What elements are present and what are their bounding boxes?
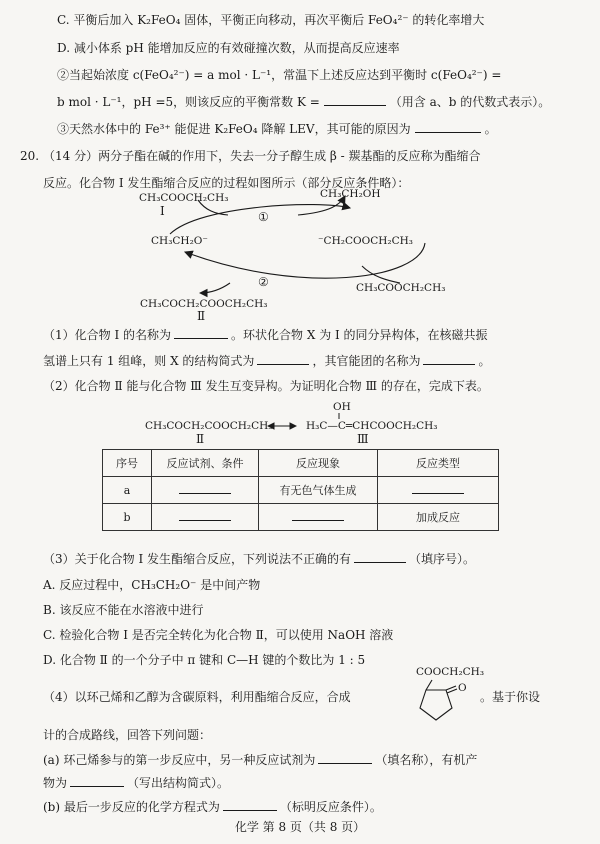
answer-blank	[70, 775, 124, 787]
subquestion-4-line-b: 计的合成路线，回答下列问题：	[43, 728, 212, 742]
question-number: 20.	[20, 149, 40, 163]
text-fragment: （3）关于化合物 Ⅰ 发生酯缩合反应，下列说法不正确的有	[43, 552, 352, 566]
text-fragment: （填序号）。	[409, 552, 476, 566]
subquestion-4a-line-b	[43, 775, 229, 791]
step-1-label: ①	[258, 210, 269, 224]
subquestion-4a-line	[43, 752, 477, 768]
ethoxide-formula: CH₃CH₂O⁻	[151, 235, 208, 247]
enolate-formula: ⁻CH₂COOCH₂CH₃	[318, 235, 413, 247]
compound-i-label: Ⅰ	[160, 204, 165, 218]
page-footer: 化学 第 8 页（共 8 页）	[234, 820, 366, 834]
subquestion-2-text: （2）化合物 Ⅱ 能与化合物 Ⅲ 发生互变异构。为证明化合物 Ⅲ 的存在，完成下表。	[43, 379, 489, 393]
text-fragment: b mol · L⁻¹，pH =5，则该反应的平衡常数 K =	[57, 95, 320, 109]
subquestion-2-line: ②当起始浓度 c(FeO₄²⁻) = a mol · L⁻¹，常温下上述反应达到平衡时 c(FeO₄²⁻) =	[57, 68, 502, 82]
tautomer-label-ii: Ⅱ	[196, 432, 205, 446]
option-d: D. 化合物 Ⅱ 的一个分子中 π 键和 C—H 键的个数比为 1 : 5	[43, 653, 366, 667]
text-fragment: (a) 环己烯参与的第一步反应中，另一种反应试剂为	[43, 753, 316, 767]
table-header-cell: 反应试剂、条件	[152, 450, 259, 477]
text-fragment: ③天然水体中的 Fe³⁺ 能促进 K₂FeO₄ 降解 LEV，其可能的原因为	[57, 122, 411, 136]
subquestion-4-line-end: 。基于你设	[480, 690, 541, 704]
text-fragment: （用含 a、b 的代数式表示）。	[389, 95, 551, 109]
table-cell: a	[103, 477, 152, 504]
option-d-line: D. 减小体系 pH 能增加反应的有效碰撞次数，从而提高反应速率	[57, 41, 400, 55]
text-fragment: ，其官能团的名称为	[312, 354, 421, 368]
text-fragment: （标明反应条件）。	[279, 800, 382, 814]
compound-iii-structure: H₃C—C═CHCOOCH₂CH₃	[306, 420, 438, 432]
compound-ii-structure: CH₃COCH₂COOCH₂CH₃	[145, 420, 273, 432]
question-20-text: （14 分）两分子酯在碱的作用下，失去一分子醇生成 β - 羰基酯的反应称为酯缩合	[43, 149, 481, 163]
text-fragment: 。	[484, 122, 497, 136]
compound-ii-formula: CH₃COCH₂COOCH₂CH₃	[140, 298, 268, 310]
text-fragment: 。	[478, 354, 491, 368]
compound-i-formula-2: CH₃COOCH₂CH₃	[356, 282, 446, 294]
option-c-line: C. 平衡后加入 K₂FeO₄ 固体，平衡正向移动，再次平衡后 FeO₄²⁻ 的转化率增大	[57, 13, 485, 27]
subquestion-4b-line	[43, 799, 382, 815]
text-fragment: 物为	[43, 776, 68, 790]
answer-blank	[318, 752, 372, 764]
question-20-text-b: 反应。化合物 Ⅰ 发生酯缩合反应的过程如图所示（部分反应条件略）：	[43, 176, 410, 190]
table-header-cell: 反应类型	[378, 450, 499, 477]
table-cell: 有无色气体生成	[259, 477, 378, 504]
text-fragment: (b) 最后一步反应的化学方程式为	[43, 800, 220, 814]
compound-i-formula: CH₃COOCH₂CH₃	[139, 192, 229, 204]
table-cell: b	[103, 504, 152, 531]
compound-ii-label: Ⅱ	[197, 309, 206, 323]
answer-blank	[223, 799, 277, 811]
text-fragment: 氢谱上只有 1 组峰，则 X 的结构简式为	[43, 354, 255, 368]
step-2-label: ②	[258, 275, 269, 289]
table-header-cell: 序号	[103, 450, 152, 477]
ketone-oxygen: O	[458, 682, 467, 694]
table-header-cell: 反应现象	[259, 450, 378, 477]
ethanol-formula: CH₃CH₂OH	[320, 188, 381, 200]
option-b: B. 该反应不能在水溶液中进行	[43, 603, 204, 617]
ester-substituent: COOCH₂CH₃	[416, 666, 485, 678]
text-fragment: （填名称），有机产	[375, 753, 478, 767]
text-fragment: （1）化合物 Ⅰ 的名称为	[43, 328, 172, 342]
text-fragment: （写出结构简式）。	[127, 776, 230, 790]
option-a: A. 反应过程中，CH₃CH₂O⁻ 是中间产物	[43, 578, 261, 592]
tautomer-label-iii: Ⅲ	[357, 432, 369, 446]
hydroxyl-group: OH	[333, 401, 351, 413]
text-fragment: 。环状化合物 X 为 Ⅰ 的同分异构体，在核磁共振	[231, 328, 488, 342]
subquestion-4-line: （4）以环己烯和乙醇为含碳原料，利用酯缩合反应，合成	[43, 690, 351, 704]
table-cell: 加成反应	[378, 504, 499, 531]
option-c: C. 检验化合物 Ⅰ 是否完全转化为化合物 Ⅱ，可以使用 NaOH 溶液	[43, 628, 394, 642]
